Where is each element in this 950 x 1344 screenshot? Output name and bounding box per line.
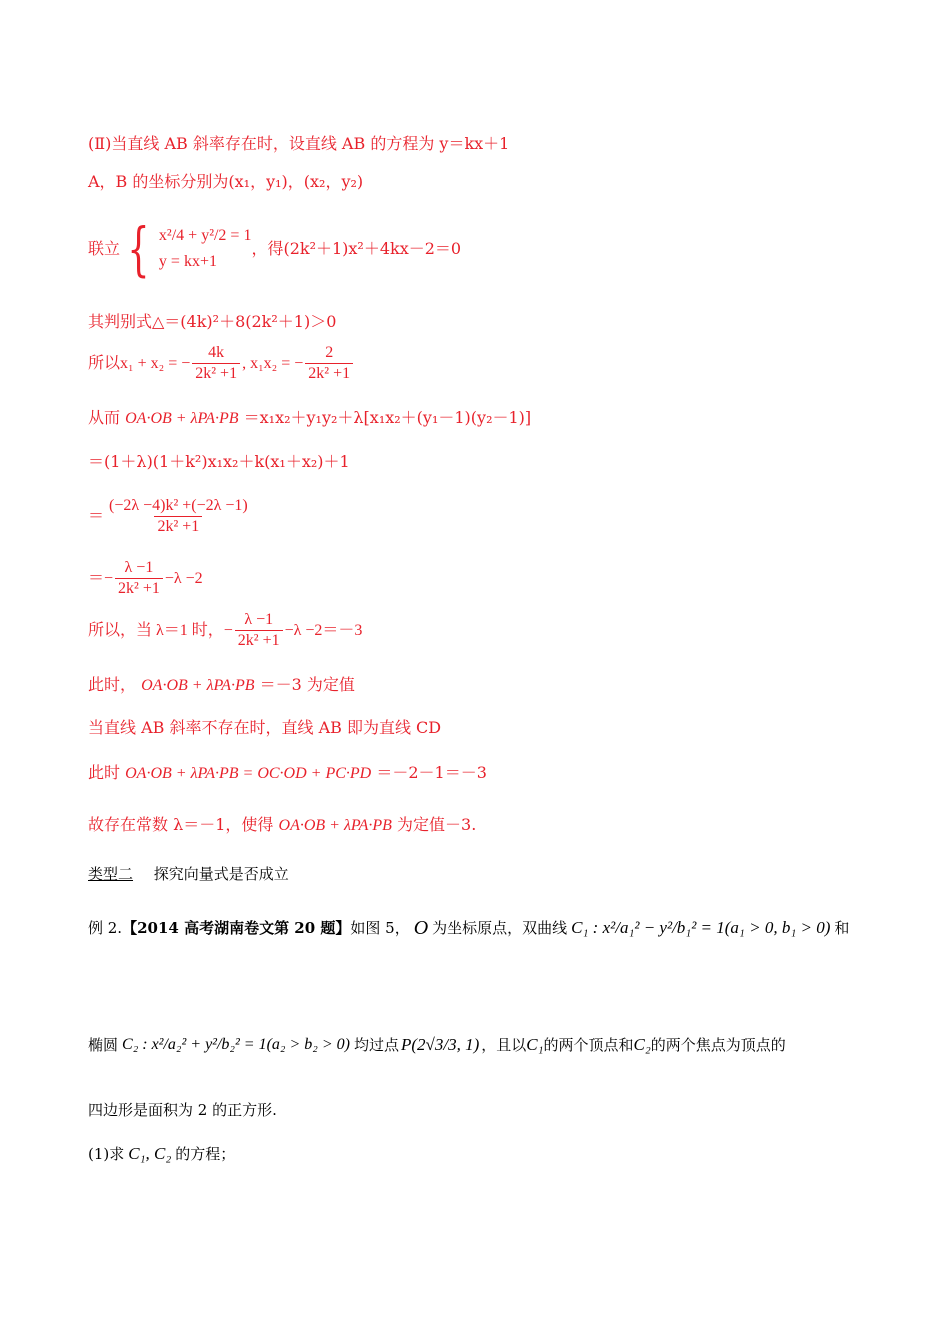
example-text: 和 [834, 919, 850, 937]
cishi-label: 此时， [88, 675, 137, 694]
suoyi-label: 所以 [88, 354, 121, 372]
point-p: P(2√3/3, 1) [400, 1035, 480, 1054]
solution-line-4: 其判别式△＝(4k)²＋8(2k²＋1)＞0 [88, 312, 337, 331]
c1-symbol: C₁ [526, 1035, 544, 1054]
example-line-1 [88, 918, 864, 938]
sum-expr: x₁ + x₂ = − [120, 354, 191, 372]
hyperbola-equation: C₁ : x²/a₁² − y²/b₁² = 1(a₁ > 0, b₁ > 0) [571, 918, 831, 937]
frac-num: λ −1 [244, 611, 274, 628]
question-label: (1)求 [88, 1145, 125, 1163]
congerr-label: 从而 [88, 408, 121, 427]
example-line-2 [88, 1035, 864, 1055]
fraction-simplified [106, 496, 251, 537]
question-text: 的方程； [175, 1145, 236, 1163]
tail-expr: −λ −2 [164, 569, 203, 587]
type2-label: 类型二 [88, 865, 134, 883]
ellipse-equation: C₂ : x²/a₂² + y²/b₂² = 1(a₂ > b₂ > 0) [122, 1036, 350, 1053]
frac-num: 4k [208, 344, 225, 361]
solution-line-7: ＝(1＋λ)(1＋k²)x₁x₂＋k(x₁＋x₂)＋1 [88, 452, 350, 471]
solution-line-2: A，B 的坐标分别为(x₁，y₁)，(x₂，y₂) [88, 172, 364, 191]
example-text: ，且以 [481, 1036, 527, 1054]
solution-line-3 [88, 212, 461, 286]
lianli-label: 联立 [88, 239, 121, 258]
equation-system: { x²/4 + y²/2 = 1 y = kx+1 [127, 215, 252, 283]
frac-den: 2k² +1 [235, 630, 283, 651]
combined-equation: ，得(2k²＋1)x²＋4kx－2＝0 [251, 239, 462, 258]
solution-line-12: 当直线 AB 斜率不存在时，直线 AB 即为直线 CD [88, 718, 442, 737]
solution-line-9 [88, 558, 203, 599]
frac-num: 2 [325, 344, 334, 361]
solution-line-14 [88, 815, 476, 836]
question-1 [88, 1144, 235, 1164]
solution-line-5 [88, 343, 355, 384]
vector-expression: OA·OB + λPA·PB [125, 410, 239, 427]
tail-expr: −λ −2＝－3 [284, 621, 363, 639]
frac-den: 2k² +1 [305, 363, 353, 384]
conclusion-suffix: 为定值－3. [397, 815, 477, 834]
frac-den: 2k² +1 [192, 363, 240, 384]
solution-line-1: (Ⅱ)当直线 AB 斜率存在时，设直线 AB 的方程为 y＝kx＋1 [88, 134, 510, 153]
when-lambda: 所以，当 λ＝1 时，− [88, 621, 233, 639]
example-text: 为坐标原点，双曲线 [432, 919, 568, 937]
equals-minus: ＝− [88, 569, 114, 587]
frac-num: (−2λ −4)k² +(−2λ −1) [109, 497, 248, 514]
solution-line-11 [88, 675, 355, 696]
product-expr: , x₁x₂ = − [242, 354, 304, 372]
result: ＝－2－1＝－3 [376, 763, 487, 782]
fraction-lambda-2 [235, 610, 283, 651]
frac-num: λ −1 [124, 559, 154, 576]
solution-line-13 [88, 763, 487, 784]
fraction-sum [192, 343, 240, 384]
frac-den: 2k² +1 [115, 578, 163, 599]
solution-line-6 [88, 408, 531, 429]
type2-title: 探究向量式是否成立 [153, 865, 289, 883]
example-text: 的两个焦点为顶点的 [650, 1036, 786, 1054]
result: ＝－3 为定值 [259, 675, 355, 694]
cishi-label: 此时 [88, 763, 121, 782]
equals: ＝ [88, 507, 105, 525]
vector-expression: OA·OB + λPA·PB [278, 817, 392, 834]
fraction-lambda [115, 558, 163, 599]
curves-symbol: C₁, C₂ [128, 1144, 172, 1163]
expansion: ＝x₁x₂＋y₁y₂＋λ[x₁x₂＋(y₁－1)(y₂－1)] [243, 408, 532, 427]
c2-symbol: C₂ [633, 1035, 651, 1054]
solution-line-10 [88, 610, 362, 651]
example-line-3: 四边形是面积为 2 的正方形. [88, 1101, 277, 1119]
example-number: 例 2. [88, 919, 123, 937]
vector-expression: OA·OB + λPA·PB = OC·OD + PC·PD [125, 765, 372, 782]
example-text: 均过点 [353, 1036, 399, 1054]
example-text: 椭圆 [88, 1036, 119, 1054]
origin-symbol: O [413, 917, 429, 939]
example-text: 如图 5， [350, 919, 410, 937]
type2-heading [88, 864, 289, 884]
vector-expression: OA·OB + λPA·PB [141, 677, 255, 694]
fraction-product [305, 343, 353, 384]
frac-den: 2k² +1 [154, 516, 202, 537]
example-text: 的两个顶点和 [543, 1036, 634, 1054]
conclusion-prefix: 故存在常数 λ＝－1，使得 [88, 815, 274, 834]
system-eq-1: x²/4 + y²/2 = 1 [158, 227, 252, 244]
solution-line-8 [88, 496, 253, 537]
example-source: 【2014 高考湖南卷文第 20 题】 [122, 919, 351, 937]
system-eq-2: y = kx+1 [158, 253, 217, 270]
